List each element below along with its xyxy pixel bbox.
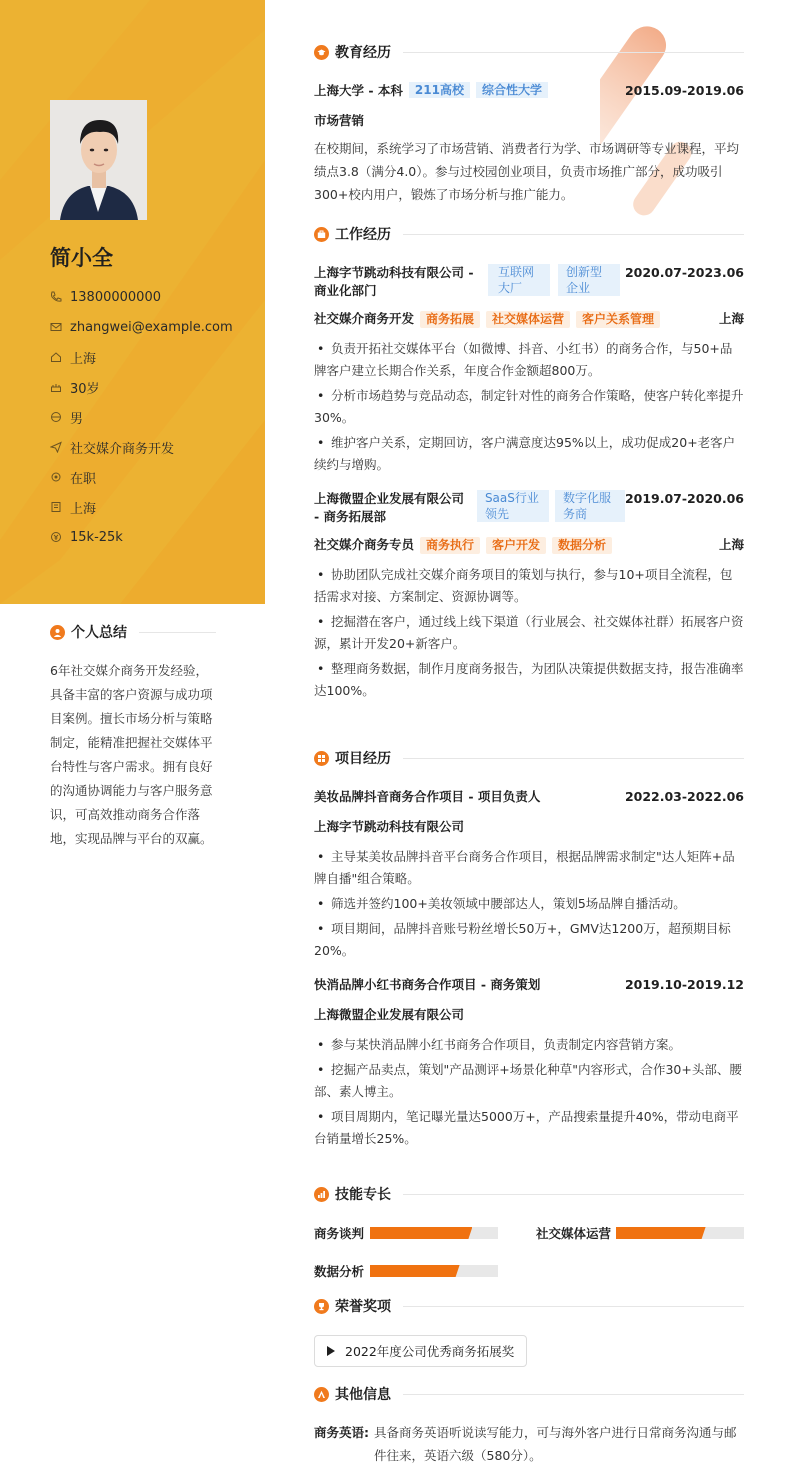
skill-name: 社交媒体运营 (536, 1226, 612, 1241)
job-role-row (314, 536, 744, 554)
home-icon (50, 351, 62, 363)
divider (139, 632, 216, 633)
list-item: • 项目期间，品牌抖音账号粉丝增长50万+，GMV达1200万，超预期目标20%。 (314, 918, 744, 962)
skill-item (314, 1262, 536, 1280)
skill-name: 商务谈判 (314, 1226, 365, 1241)
project-icon (314, 751, 329, 766)
list-item: • 参与某快消品牌小红书商务合作项目，负责制定内容营销方案。 (314, 1034, 744, 1056)
education-row (314, 82, 744, 100)
avatar (50, 100, 147, 220)
list-item: • 负责开拓社交媒体平台（如微博、抖音、小红书）的商务合作，与50+品牌客户建立长期合作关系，年度合作金额超800万。 (314, 338, 744, 382)
project-item (314, 788, 744, 962)
list-item: • 挖掘产品卖点，策划"产品测评+场景化种草"内容形式，合作30+头部、腰部、素人博主。 (314, 1059, 744, 1103)
info-position: 社交媒介商务开发 (50, 432, 233, 462)
work-header (314, 224, 744, 244)
chart-icon (314, 1187, 329, 1202)
education-section (314, 42, 744, 206)
job-city: 上海 (718, 311, 744, 326)
graduation-cap-icon (314, 45, 329, 60)
skill-bar-fill (370, 1265, 460, 1277)
other-row (314, 1421, 744, 1464)
info-icon (314, 1387, 329, 1402)
skill-tag: 客户开发 (486, 537, 546, 554)
skill-name: 数据分析 (314, 1264, 365, 1279)
honors-list (314, 1335, 744, 1367)
job-bullets (314, 338, 744, 476)
skill-tag: 客户关系管理 (576, 311, 660, 328)
other-title: 其他信息 (335, 1387, 391, 1403)
summary-text: 6年社交媒介商务开发经验，具备丰富的客户资源与成功项目案例。擅长市场分析与策略制定，能精准把握社交媒体平台特性与客户需求。拥有良好的沟通协调能力与客户服务意识，可高效推动商务合作落地，实现品牌与平台的双赢。 (50, 663, 213, 846)
education-date: 2015.09-2019.06 (624, 83, 744, 98)
info-age: 30岁 (50, 372, 233, 402)
gender-icon (50, 411, 62, 423)
status-icon (50, 471, 62, 483)
skills-row (314, 1224, 744, 1242)
skill-tag: 商务拓展 (420, 311, 480, 328)
job-role-line (314, 310, 660, 328)
company-tag: 数字化服务商 (555, 490, 625, 522)
job-item (314, 264, 744, 476)
project-name: 美妆品牌抖音商务合作项目 - 项目负责人 (314, 789, 541, 804)
award-item[interactable] (314, 1335, 527, 1367)
skill-bar (616, 1227, 744, 1239)
job-item (314, 490, 744, 702)
job-role-row (314, 310, 744, 328)
info-email: zhangwei@example.com (50, 312, 233, 342)
school-tag: 211高校 (409, 82, 470, 98)
projects-header (314, 748, 744, 768)
award-name: 2022年度公司优秀商务拓展奖 (345, 1344, 515, 1359)
company-tag: 创新型企业 (558, 264, 620, 296)
skills-row (314, 1262, 744, 1280)
contact-info-list (50, 282, 233, 552)
school-tag: 综合性大学 (476, 82, 548, 98)
divider (403, 1194, 744, 1195)
honors-section (314, 1296, 744, 1367)
job-role: 社交媒介商务专员 (314, 537, 415, 552)
project-header (314, 788, 744, 806)
job-date: 2020.07-2023.06 (624, 265, 744, 280)
candidate-name: 简小全 (50, 246, 113, 270)
divider (403, 234, 744, 235)
portrait-image (50, 100, 147, 220)
trophy-icon (314, 1299, 329, 1314)
info-work-city: 上海 (50, 492, 233, 522)
summary-header (50, 622, 216, 642)
company-tag: 互联网大厂 (488, 264, 550, 296)
skills-title: 技能专长 (335, 1187, 391, 1203)
info-salary: 15k-25k (50, 522, 233, 552)
project-date: 2022.03-2022.06 (624, 789, 744, 804)
briefcase-icon (314, 227, 329, 242)
list-item: • 协助团队完成社交媒介商务项目的策划与执行，参与10+项目全流程，包括需求对接、方案制定、资源协调等。 (314, 564, 744, 608)
salary-icon (50, 531, 62, 543)
education-description: 在校期间，系统学习了市场营销、消费者行为学、市场调研等专业课程，平均绩点3.8（满分4.0）。参与过校园创业项目，负责市场推广部分，成功吸引300+校内用户，锻炼了市场分析与推广能力。 (314, 141, 740, 202)
skill-bar-fill (370, 1227, 472, 1239)
project-date: 2019.10-2019.12 (624, 977, 744, 992)
list-item: • 主导某美妆品牌抖音平台商务合作项目，根据品牌需求制定"达人矩阵+品牌自播"组合策略。 (314, 846, 744, 890)
education-school-line (314, 82, 548, 100)
info-status: 在职 (50, 462, 233, 492)
other-label: 商务英语: (314, 1425, 369, 1440)
school-name: 上海大学 - 本科 (314, 83, 403, 98)
projects-title: 项目经历 (335, 751, 391, 767)
mail-icon (50, 321, 62, 333)
project-item (314, 976, 744, 1150)
other-section (314, 1384, 744, 1464)
project-company: 上海微盟企业发展有限公司 (314, 1007, 465, 1022)
project-bullets (314, 846, 744, 962)
skill-bar-fill (616, 1227, 706, 1239)
education-major: 市场营销 (314, 113, 365, 128)
divider (403, 52, 744, 53)
skill-item (536, 1224, 744, 1242)
list-item: • 项目周期内，笔记曝光量达5000万+，产品搜索量提升40%，带动电商平台销量增长25%。 (314, 1106, 744, 1150)
work-title: 工作经历 (335, 227, 391, 243)
job-company: 上海微盟企业发展有限公司 - 商务拓展部 (314, 491, 465, 524)
divider (403, 758, 744, 759)
divider (403, 1306, 744, 1307)
project-name: 快消品牌小红书商务合作项目 - 商务策划 (314, 977, 541, 992)
job-company: 上海字节跳动科技有限公司 - 商业化部门 (314, 265, 474, 298)
phone-icon (50, 291, 62, 303)
education-header (314, 42, 744, 62)
honors-header (314, 1296, 744, 1316)
education-title: 教育经历 (335, 45, 391, 61)
company-tag: SaaS行业领先 (477, 490, 549, 522)
other-text: 具备商务英语听说读写能力，可与海外客户进行日常商务沟通与邮件往来，英语六级（580分）。 (374, 1425, 737, 1463)
skills-header (314, 1184, 744, 1204)
info-location: 上海 (50, 342, 233, 372)
job-header (314, 264, 744, 300)
project-header (314, 976, 744, 994)
project-bullets (314, 1034, 744, 1150)
summary-section (50, 622, 216, 851)
list-item: • 挖掘潜在客户，通过线上线下渠道（行业展会、社交媒体社群）拓展客户资源，累计开发20+新客户。 (314, 611, 744, 655)
job-city: 上海 (718, 537, 744, 552)
project-company: 上海字节跳动科技有限公司 (314, 819, 465, 834)
play-icon (327, 1346, 335, 1356)
skill-tag: 商务执行 (420, 537, 480, 554)
job-role-line (314, 536, 612, 554)
info-phone: 13800000000 (50, 282, 233, 312)
cake-icon (50, 381, 62, 393)
projects-section (314, 748, 744, 1153)
sidebar-header (0, 0, 265, 604)
honors-title: 荣誉奖项 (335, 1299, 391, 1315)
building-icon (50, 501, 62, 513)
job-header (314, 490, 744, 526)
other-header (314, 1384, 744, 1404)
skills-section (314, 1184, 744, 1280)
skill-item (314, 1224, 536, 1242)
skill-bar (370, 1227, 498, 1239)
list-item: • 筛选并签约100+美妆领域中腰部达人，策划5场品牌自播活动。 (314, 893, 744, 915)
job-tags (484, 264, 625, 296)
work-section (314, 224, 744, 705)
info-gender: 男 (50, 402, 233, 432)
skill-tag: 社交媒体运营 (486, 311, 570, 328)
job-bullets (314, 564, 744, 702)
skill-bar (370, 1265, 498, 1277)
summary-title: 个人总结 (71, 625, 127, 641)
list-item: • 整理商务数据，制作月度商务报告，为团队决策提供数据支持，报告准确率达100%。 (314, 658, 744, 702)
skill-tag: 数据分析 (552, 537, 612, 554)
list-item: • 分析市场趋势与竞品动态，制定针对性的商务合作策略，使客户转化率提升30%。 (314, 385, 744, 429)
list-item: • 维护客户关系，定期回访，客户满意度达95%以上，成功促成20+老客户续约与增购。 (314, 432, 744, 476)
job-date: 2019.07-2020.06 (624, 491, 744, 506)
user-icon (50, 625, 65, 640)
divider (403, 1394, 744, 1395)
send-icon (50, 441, 62, 453)
job-tags (477, 490, 625, 522)
job-role: 社交媒介商务开发 (314, 311, 415, 326)
